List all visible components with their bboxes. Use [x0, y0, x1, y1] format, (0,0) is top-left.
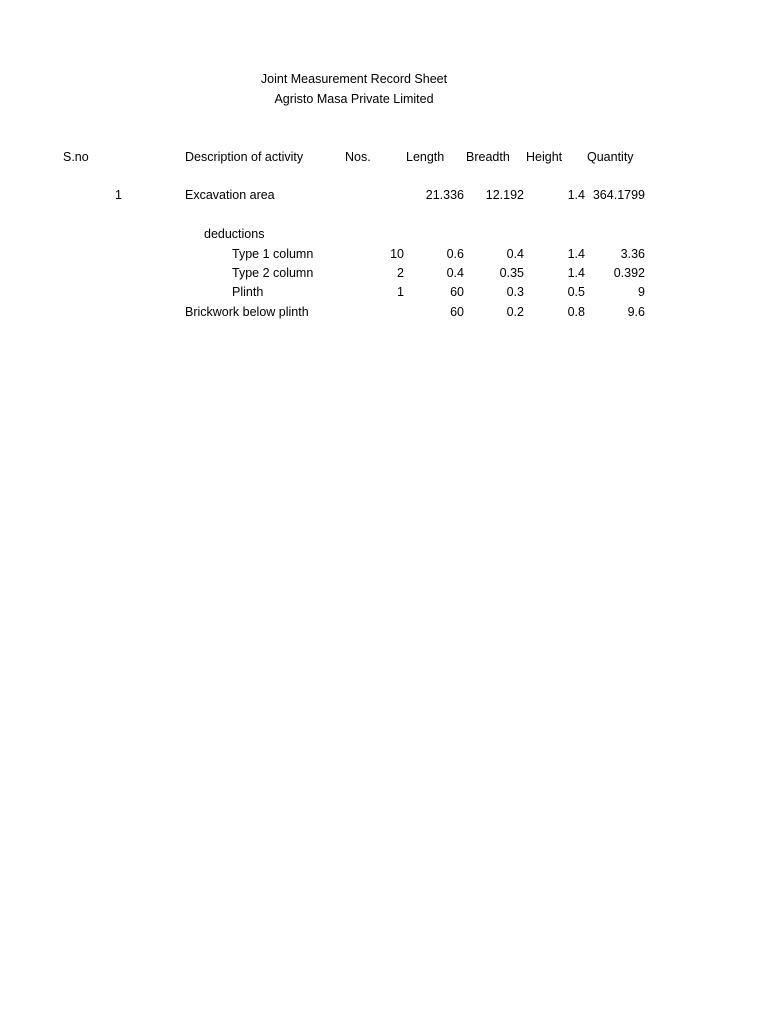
- cell-description: Excavation area: [185, 188, 275, 202]
- header-breadth: Breadth: [466, 150, 510, 164]
- cell-description: Plinth: [232, 285, 264, 299]
- header-quantity: Quantity: [587, 150, 634, 164]
- header-sno: S.no: [63, 150, 89, 164]
- cell-description: deductions: [204, 227, 265, 241]
- cell-sno: 1: [115, 188, 122, 202]
- cell-length: 60: [450, 285, 464, 299]
- cell-height: 0.5: [567, 285, 585, 299]
- cell-breadth: 0.3: [506, 285, 524, 299]
- cell-nos: 2: [397, 266, 404, 280]
- cell-nos: 1: [397, 285, 404, 299]
- cell-breadth: 0.4: [506, 247, 524, 261]
- header-description: Description of activity: [185, 150, 304, 164]
- sheet-title: Joint Measurement Record Sheet: [260, 72, 448, 86]
- cell-description: Type 2 column: [232, 266, 314, 280]
- cell-length: 60: [450, 305, 464, 319]
- cell-quantity: 3.36: [620, 247, 645, 261]
- cell-breadth: 0.35: [499, 266, 524, 280]
- cell-height: 0.8: [567, 305, 585, 319]
- cell-quantity: 0.392: [613, 266, 645, 280]
- cell-height: 1.4: [567, 188, 585, 202]
- company-name: Agristo Masa Private Limited: [274, 92, 434, 106]
- cell-length: 0.6: [446, 247, 464, 261]
- cell-length: 21.336: [425, 188, 464, 202]
- cell-height: 1.4: [567, 247, 585, 261]
- cell-breadth: 12.192: [485, 188, 524, 202]
- cell-height: 1.4: [567, 266, 585, 280]
- cell-quantity: 9: [638, 285, 645, 299]
- header-height: Height: [526, 150, 563, 164]
- header-length: Length: [406, 150, 445, 164]
- cell-nos: 10: [390, 247, 404, 261]
- cell-description: Brickwork below plinth: [185, 305, 309, 319]
- cell-length: 0.4: [446, 266, 464, 280]
- header-nos: Nos.: [345, 150, 371, 164]
- cell-quantity: 364.1799: [592, 188, 645, 202]
- cell-description: Type 1 column: [232, 247, 314, 261]
- cell-breadth: 0.2: [506, 305, 524, 319]
- cell-quantity: 9.6: [627, 305, 645, 319]
